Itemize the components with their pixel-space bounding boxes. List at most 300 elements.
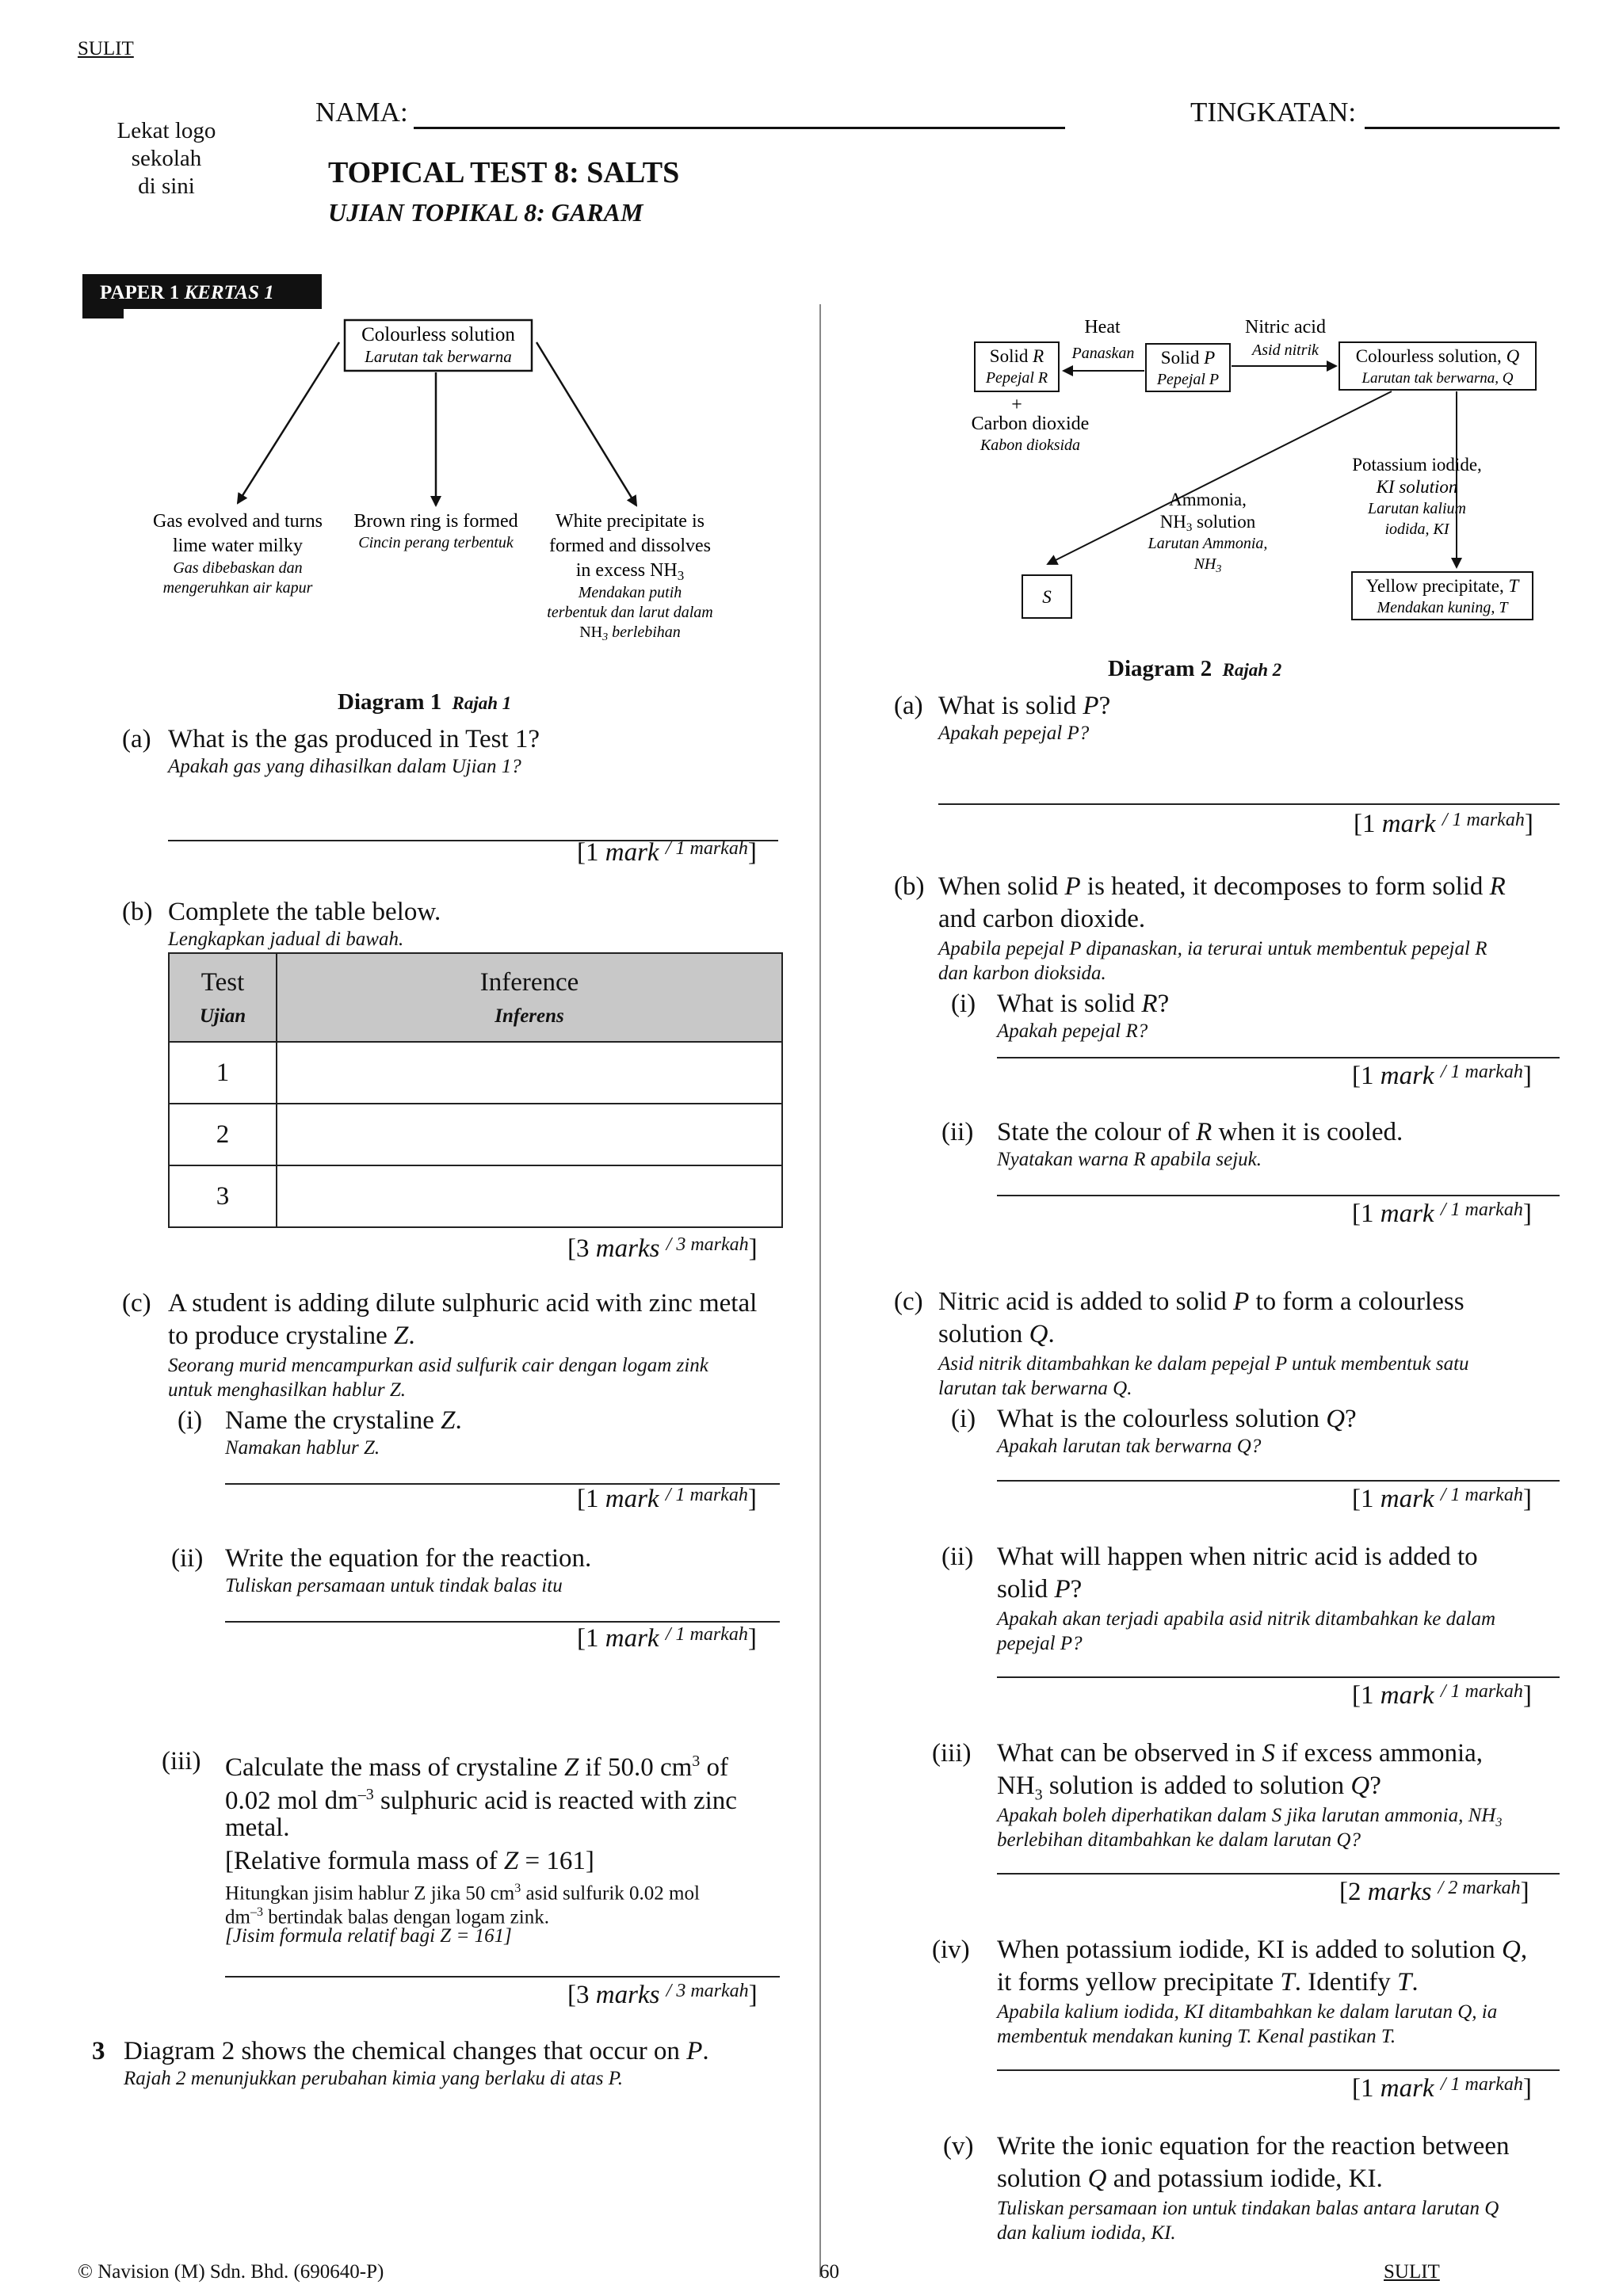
right-qa-ms: Apakah pepejal P? bbox=[938, 723, 1090, 744]
mark-open: [1 bbox=[577, 1485, 599, 1513]
table-header-row bbox=[169, 953, 782, 1042]
t14: asid sulfurik 0.02 mol bbox=[521, 1882, 700, 1905]
d2-nitric-en: Nitric acid bbox=[1245, 317, 1326, 338]
d2-nh3-en-2 bbox=[1160, 512, 1256, 534]
d1-right-en-2: formed and dissolves bbox=[549, 536, 711, 556]
mark-close: ] bbox=[747, 838, 757, 867]
mark-word: mark bbox=[1380, 1485, 1434, 1513]
mark-open: [1 bbox=[1352, 1485, 1374, 1513]
d1-arrow-left bbox=[238, 342, 339, 503]
left-qci-label: (i) bbox=[178, 1406, 203, 1435]
d2-solid-r-ms: Pepejal R bbox=[985, 369, 1048, 387]
right-qa-label: (a) bbox=[894, 692, 923, 720]
d2-caption-ms: Rajah 2 bbox=[1222, 660, 1282, 680]
mark-word: mark bbox=[1380, 1062, 1434, 1090]
mark-close: ] bbox=[747, 1624, 757, 1653]
d1-left-ms-1: Gas dibebaskan dan bbox=[173, 559, 303, 577]
d1-right-en-3 bbox=[576, 560, 684, 583]
d1-right-en-3-sub: 3 bbox=[677, 568, 685, 583]
right-qci-ms: Apakah larutan tak berwarna Q? bbox=[997, 1436, 1262, 1457]
right-qciv-en-1 bbox=[997, 1933, 1563, 1966]
left-qa-ms: Apakah gas yang dihasilkan dalam Ujian 1? bbox=[168, 756, 521, 777]
right-qa-en bbox=[938, 689, 1110, 723]
mark-open: [1 bbox=[1352, 1681, 1374, 1710]
left-qc-en-2 bbox=[168, 1319, 415, 1352]
d2-solid-r-en bbox=[990, 346, 1044, 366]
footer-sulit: SULIT bbox=[1384, 2261, 1440, 2283]
tingkatan-field[interactable] bbox=[1365, 127, 1560, 129]
footer-page-number: 60 bbox=[819, 2261, 839, 2283]
r3j: 3 bbox=[1495, 1816, 1503, 1829]
rc4: solution bbox=[938, 1320, 1023, 1348]
right-qa-en-text: What is solid bbox=[938, 692, 1077, 720]
t11: = 161] bbox=[525, 1847, 594, 1875]
mark-word: marks bbox=[595, 1234, 660, 1263]
footer-copyright: © Navision (M) Sdn. Bhd. (690640-P) bbox=[78, 2261, 384, 2283]
rc5: Q bbox=[1029, 1320, 1048, 1348]
d2-ki-ms-2: iodida, KI bbox=[1384, 521, 1449, 538]
d1-right-ms-3-text: NH bbox=[579, 624, 603, 641]
d1-right-en-3-text: in excess NH bbox=[575, 560, 678, 581]
right-qbi-mark bbox=[1352, 1062, 1532, 1091]
d2-heat-en: Heat bbox=[1084, 317, 1121, 338]
mark-ms: / 1 markah bbox=[1440, 2074, 1523, 2095]
d2-solid-p-en bbox=[1161, 348, 1215, 368]
mark-ms: / 3 markah bbox=[666, 1981, 749, 2001]
d2-ki-en-2-text: KI solution bbox=[1376, 477, 1458, 497]
mark-close: ] bbox=[747, 1485, 757, 1513]
left-qci-en bbox=[225, 1404, 462, 1437]
mark-open: [3 bbox=[567, 1981, 590, 2009]
t12: Hitungkan jisim hablur Z jika 50 cm bbox=[225, 1882, 515, 1905]
page-title: TOPICAL TEST 8: SALTS bbox=[328, 156, 680, 189]
right-qcii-answer-line[interactable] bbox=[997, 1676, 1560, 1678]
r4d: it forms yellow precipitate bbox=[997, 1968, 1274, 1997]
mark-word: mark bbox=[1380, 1681, 1434, 1710]
mark-open: [1 bbox=[1354, 810, 1376, 838]
left-qcii-answer-line[interactable] bbox=[225, 1621, 780, 1623]
right-qciv-mark bbox=[1352, 2074, 1532, 2103]
mark-ms: / 1 markah bbox=[1440, 1199, 1523, 1220]
d1-right-ms-3-tail: berlebihan bbox=[608, 624, 681, 641]
column-divider bbox=[819, 304, 821, 2277]
table-cell-test: 2 bbox=[169, 1104, 277, 1165]
th-test-en: Test bbox=[200, 967, 245, 997]
right-qciv-ms-2: membentuk mendakan kuning T. Kenal pastikan T. bbox=[997, 2026, 1396, 2047]
mark-word: mark bbox=[1381, 810, 1436, 838]
r5c: and potassium iodide, KI. bbox=[1113, 2164, 1383, 2193]
t4: 3 bbox=[692, 1753, 701, 1770]
q3-ms: Rajah 2 menunjukkan perubahan kimia yang berlaku di atas P. bbox=[124, 2068, 624, 2089]
d2-nh3-en-2-sub: 3 bbox=[1186, 521, 1193, 534]
right-qc-en-1 bbox=[938, 1285, 1563, 1318]
left-qciii-en-4 bbox=[225, 1844, 594, 1878]
r3f: solution is added to solution bbox=[1042, 1772, 1345, 1800]
d2-nh3-ms-2-text: NH bbox=[1193, 555, 1216, 573]
rc3: to form a colourless bbox=[1255, 1287, 1465, 1316]
rb3: is heated, it decomposes to form solid bbox=[1086, 872, 1484, 901]
right-qcii-en-2-text: solid bbox=[997, 1575, 1048, 1604]
table-cell-inference[interactable] bbox=[277, 1165, 782, 1227]
right-qa-var: P bbox=[1083, 692, 1099, 720]
right-qbi-en bbox=[997, 987, 1169, 1020]
d1-mid-ms: Cincin perang terbentuk bbox=[358, 534, 514, 551]
left-qb-label: (b) bbox=[122, 898, 153, 926]
left-qa-mark bbox=[577, 838, 757, 868]
right-qbii-var: R bbox=[1196, 1118, 1212, 1146]
right-qb-ms-1: Apabila pepejal P dipanaskan, ia terurai untuk membentuk pepejal R bbox=[938, 938, 1487, 959]
mark-close: ] bbox=[1522, 2074, 1532, 2103]
t9: [Relative formula mass of bbox=[225, 1847, 498, 1875]
t17: bertindak balas dengan logam zink. bbox=[262, 1906, 549, 1928]
t15: dm bbox=[225, 1906, 250, 1928]
right-qciii-en-1 bbox=[997, 1737, 1563, 1770]
right-qciii-label: (iii) bbox=[932, 1739, 972, 1768]
right-qb-en-2: and carbon dioxide. bbox=[938, 905, 1146, 933]
right-qbi-tail: ? bbox=[1157, 990, 1170, 1018]
mark-word: mark bbox=[605, 1485, 659, 1513]
left-qci-en-var: Z bbox=[441, 1406, 456, 1435]
right-qci-answer-line[interactable] bbox=[997, 1480, 1560, 1482]
d1-right-ms-1: Mendakan putih bbox=[578, 584, 682, 601]
logo-text-2: sekolah bbox=[131, 146, 202, 171]
right-qcii-tail: ? bbox=[1070, 1575, 1083, 1604]
sulit-top: SULIT bbox=[78, 38, 134, 59]
right-qbii-en bbox=[997, 1116, 1403, 1149]
right-qci-tail: ? bbox=[1345, 1405, 1357, 1433]
left-qci-en-text: Name the crystaline bbox=[225, 1406, 434, 1435]
d1-center-en: Colourless solution bbox=[361, 324, 515, 345]
d2-caption-en: Diagram 2 bbox=[1108, 656, 1212, 681]
d1-left-en-2: lime water milky bbox=[173, 536, 303, 556]
mark-ms: / 1 markah bbox=[665, 1624, 748, 1645]
paper-badge-ms: KERTAS 1 bbox=[184, 282, 274, 303]
left-qc-en-2-tail: . bbox=[408, 1322, 415, 1350]
logo-placeholder bbox=[103, 117, 230, 200]
d2-solid-p-var: P bbox=[1204, 348, 1216, 368]
d2-nitric-ms: Asid nitrik bbox=[1252, 341, 1319, 359]
d1-caption-ms: Rajah 1 bbox=[452, 693, 512, 713]
right-qb-ms-2: dan karbon dioksida. bbox=[938, 963, 1106, 984]
d2-nh3-ms-1: Larutan Ammonia, bbox=[1148, 535, 1268, 552]
mark-ms: / 1 markah bbox=[1440, 1062, 1523, 1082]
left-qb-mark bbox=[567, 1234, 758, 1264]
right-qcii-var: P bbox=[1054, 1575, 1071, 1604]
logo-text-3: di sini bbox=[138, 174, 195, 199]
left-qciii-label: (iii) bbox=[162, 1747, 201, 1775]
t13: 3 bbox=[514, 1882, 521, 1895]
left-qciii-ms-3: [Jisim formula relatif bagi Z = 161] bbox=[225, 1925, 512, 1947]
page-title-ms: UJIAN TOPIKAL 8: GARAM bbox=[328, 198, 643, 227]
right-qbii-label: (ii) bbox=[941, 1118, 974, 1146]
right-qbi-var: R bbox=[1141, 990, 1158, 1018]
t7: –3 bbox=[357, 1786, 374, 1803]
d2-yellow-en-text: Yellow precipitate, bbox=[1365, 576, 1504, 596]
left-qci-ms: Namakan hablur Z. bbox=[225, 1437, 380, 1459]
d2-nh3-en-2-tail: solution bbox=[1192, 512, 1256, 532]
d1-right-ms-3-sub: 3 bbox=[602, 631, 609, 643]
right-qcv-label: (v) bbox=[943, 2132, 974, 2161]
right-qcv-en-1: Write the ionic equation for the reaction between bbox=[997, 2132, 1510, 2161]
rb4: R bbox=[1489, 872, 1506, 901]
left-qa-en: What is the gas produced in Test 1? bbox=[168, 725, 540, 753]
d2-s-text: S bbox=[1042, 587, 1052, 607]
left-qcii-en: Write the equation for the reaction. bbox=[225, 1544, 592, 1573]
t2: Z bbox=[563, 1753, 579, 1782]
mark-ms: / 1 markah bbox=[1440, 1681, 1523, 1702]
rb1: When solid bbox=[938, 872, 1059, 901]
right-qcv-ms-1: Tuliskan persamaan ion untuk tindakan balas antara larutan Q bbox=[997, 2198, 1499, 2219]
d2-plus: + bbox=[1011, 395, 1022, 415]
left-qcii-label: (ii) bbox=[171, 1544, 204, 1573]
right-qbi-label: (i) bbox=[951, 990, 976, 1018]
right-qb-en-1 bbox=[938, 870, 1506, 903]
rc1: Nitric acid is added to solid bbox=[938, 1287, 1227, 1316]
d2-nh3-en-2-text: NH bbox=[1159, 512, 1186, 532]
right-qbii-tail: when it is cooled. bbox=[1218, 1118, 1403, 1146]
t3: if 50.0 cm bbox=[585, 1753, 693, 1782]
left-qc-label: (c) bbox=[122, 1289, 151, 1318]
r3h: ? bbox=[1369, 1772, 1381, 1800]
tingkatan-label: TINGKATAN: bbox=[1190, 97, 1357, 128]
q3-en-text: Diagram 2 shows the chemical changes that occur on bbox=[124, 2037, 680, 2065]
mark-open: [1 bbox=[577, 1624, 599, 1653]
r3a: What can be observed in bbox=[997, 1739, 1256, 1768]
diagram-2 bbox=[951, 309, 1569, 634]
d2-solid-p-en-text: Solid bbox=[1160, 348, 1200, 368]
d2-yellow-ms: Mendakan kuning, T bbox=[1377, 599, 1508, 616]
r4a: When potassium iodide, KI is added to solution bbox=[997, 1936, 1495, 1964]
right-qcii-en-1: What will happen when nitric acid is added to bbox=[997, 1543, 1478, 1571]
r3c: if excess ammonia, bbox=[1281, 1739, 1484, 1768]
right-qcii-ms-1: Apakah akan terjadi apabila asid nitrik ditambahkan ke dalam bbox=[997, 1608, 1496, 1630]
left-qci-mark bbox=[577, 1485, 757, 1514]
left-qcii-ms: Tuliskan persamaan untuk tindak balas itu bbox=[225, 1575, 563, 1596]
mark-open: [3 bbox=[567, 1234, 590, 1263]
right-qc-label: (c) bbox=[894, 1287, 923, 1316]
mark-ms: / 1 markah bbox=[1442, 810, 1525, 830]
right-qbi-answer-line[interactable] bbox=[997, 1057, 1560, 1058]
right-qa-tail: ? bbox=[1098, 692, 1111, 720]
left-qa-label: (a) bbox=[122, 725, 151, 753]
d1-left-ms-2: mengeruhkan air kapur bbox=[162, 579, 313, 597]
d1-caption-en: Diagram 1 bbox=[338, 689, 442, 715]
t10: Z bbox=[503, 1847, 519, 1875]
right-qci-mark bbox=[1352, 1485, 1532, 1514]
right-qcii-mark bbox=[1352, 1681, 1532, 1711]
mark-word: mark bbox=[605, 1624, 659, 1653]
r4e: T bbox=[1280, 1968, 1295, 1997]
q3-en-var: P bbox=[686, 2037, 703, 2065]
left-qc-ms-2: untuk menghasilkan hablur Z. bbox=[168, 1379, 406, 1401]
d2-sol-q-ms: Larutan tak berwarna, Q bbox=[1361, 370, 1514, 387]
r4h: . bbox=[1411, 1968, 1419, 1997]
mark-word: marks bbox=[595, 1981, 660, 2009]
right-qcii-en-2 bbox=[997, 1573, 1082, 1606]
right-qciv-label: (iv) bbox=[932, 1936, 970, 1964]
right-qbii-answer-line[interactable] bbox=[997, 1195, 1560, 1196]
table-header-test bbox=[169, 953, 277, 1042]
right-qcii-label: (ii) bbox=[941, 1543, 974, 1571]
right-qcv-ms-2: dan kalium iodida, KI. bbox=[997, 2222, 1176, 2244]
right-qc-ms-2: larutan tak berwarna Q. bbox=[938, 1378, 1132, 1399]
right-qci-en-text: What is the colourless solution bbox=[997, 1405, 1319, 1433]
right-qciii-mark bbox=[1339, 1878, 1529, 1907]
t16: –3 bbox=[250, 1905, 263, 1919]
left-qciii-mark bbox=[567, 1981, 758, 2010]
table-cell-test: 1 bbox=[169, 1042, 277, 1104]
right-qa-mark bbox=[1354, 810, 1533, 839]
d2-ki-ms-1: Larutan kalium bbox=[1368, 500, 1466, 517]
mark-ms: / 1 markah bbox=[665, 838, 748, 859]
mark-open: [1 bbox=[1352, 2074, 1374, 2103]
right-qbi-ms: Apakah pepejal R? bbox=[997, 1020, 1148, 1042]
nama-label: NAMA: bbox=[315, 97, 408, 128]
mark-close: ] bbox=[1522, 1062, 1532, 1090]
right-qc-en-2 bbox=[938, 1318, 1055, 1351]
nama-field[interactable] bbox=[414, 127, 1065, 129]
d1-left-en-1: Gas evolved and turns bbox=[153, 511, 323, 532]
th-inf-en: Inference bbox=[479, 967, 579, 997]
table-cell-inference[interactable] bbox=[277, 1042, 782, 1104]
r4g: T bbox=[1396, 1968, 1412, 1997]
paper-badge-tab bbox=[82, 309, 124, 318]
right-qciv-en-2 bbox=[997, 1966, 1419, 1999]
t5: of bbox=[706, 1753, 729, 1782]
d2-sol-q-var: Q bbox=[1506, 346, 1520, 366]
inference-table bbox=[168, 952, 783, 1228]
right-qcii-ms-2: pepejal P? bbox=[997, 1633, 1083, 1654]
diagram-1-caption bbox=[338, 689, 511, 715]
d2-nh3-en-1: Ammonia, bbox=[1169, 490, 1247, 509]
left-qciii-answer-line[interactable] bbox=[225, 1976, 780, 1978]
left-qb-ms: Lengkapkan jadual di bawah. bbox=[168, 929, 404, 950]
left-qc-en-1: A student is adding dilute sulphuric acid with zinc metal bbox=[168, 1289, 758, 1318]
mark-close: ] bbox=[1522, 1681, 1532, 1710]
mark-word: mark bbox=[605, 838, 659, 867]
mark-ms: / 3 markah bbox=[666, 1234, 749, 1255]
d2-ki-en-1: Potassium iodide, bbox=[1352, 455, 1482, 475]
d2-nh3-ms-2-sub: 3 bbox=[1216, 563, 1222, 575]
r3d: NH bbox=[997, 1772, 1035, 1800]
right-qbii-mark bbox=[1352, 1199, 1532, 1229]
right-qciv-answer-line[interactable] bbox=[997, 2069, 1560, 2071]
table-row bbox=[169, 1104, 782, 1165]
d2-ki-en-2 bbox=[1376, 477, 1458, 497]
paper-badge-en: PAPER 1 bbox=[100, 282, 180, 303]
right-qbii-ms: Nyatakan warna R apabila sejuk. bbox=[997, 1149, 1262, 1170]
left-qc-en-2-var: Z bbox=[393, 1322, 409, 1350]
table-row bbox=[169, 1042, 782, 1104]
d2-sol-q-en bbox=[1356, 346, 1520, 366]
right-qci-var: Q bbox=[1326, 1405, 1346, 1433]
paper-badge bbox=[82, 274, 322, 309]
right-qcv-en-2 bbox=[997, 2162, 1383, 2195]
t8: sulphuric acid is reacted with zinc bbox=[373, 1787, 737, 1815]
right-qciii-answer-line[interactable] bbox=[997, 1873, 1560, 1875]
d1-right-ms-3 bbox=[579, 624, 681, 643]
d2-nh3-ms-2 bbox=[1193, 555, 1222, 575]
right-qc-ms-1: Asid nitrik ditambahkan ke dalam pepejal P untuk membentuk satu bbox=[938, 1353, 1469, 1375]
mark-close: ] bbox=[1522, 1485, 1532, 1513]
mark-open: [2 bbox=[1339, 1878, 1361, 1906]
d2-solid-p-ms: Pepejal P bbox=[1156, 371, 1220, 388]
mark-ms: / 1 markah bbox=[1440, 1485, 1523, 1505]
mark-open: [1 bbox=[1352, 1199, 1374, 1228]
mark-ms: / 2 markah bbox=[1438, 1878, 1521, 1898]
left-qb-en: Complete the table below. bbox=[168, 898, 441, 926]
r4b: Q bbox=[1502, 1936, 1521, 1964]
d2-sol-q-en-text: Colourless solution, bbox=[1355, 346, 1502, 366]
d1-right-en-1: White precipitate is bbox=[556, 511, 705, 532]
d2-co2-en: Carbon dioxide bbox=[971, 414, 1090, 434]
th-test-ms: Ujian bbox=[199, 1005, 246, 1027]
d1-arrow-right bbox=[537, 342, 636, 505]
left-qci-en-tail: . bbox=[455, 1406, 462, 1435]
q3-en bbox=[124, 2035, 709, 2068]
d1-right-ms-2: terbentuk dan larut dalam bbox=[547, 604, 713, 621]
mark-close: ] bbox=[1522, 1199, 1532, 1228]
diagram-1 bbox=[119, 309, 753, 658]
diagram-2-caption bbox=[1108, 656, 1281, 682]
r5a: solution bbox=[997, 2164, 1082, 2193]
mark-close: ] bbox=[1524, 810, 1533, 838]
right-qa-answer-line[interactable] bbox=[938, 803, 1560, 805]
d2-co2-ms: Kabon dioksida bbox=[980, 437, 1081, 454]
table-header-inference bbox=[277, 953, 782, 1042]
t1: Calculate the mass of crystaline bbox=[225, 1753, 558, 1782]
mark-ms: / 1 markah bbox=[665, 1485, 748, 1505]
mark-open: [1 bbox=[1352, 1062, 1374, 1090]
mark-word: mark bbox=[1380, 2074, 1434, 2103]
rb2: P bbox=[1064, 872, 1081, 901]
right-qci-label: (i) bbox=[951, 1405, 976, 1433]
r3g: Q bbox=[1350, 1772, 1370, 1800]
mark-close: ] bbox=[1520, 1878, 1529, 1906]
rc6: . bbox=[1048, 1320, 1055, 1348]
right-qbi-en-text: What is solid bbox=[997, 990, 1136, 1018]
q3-number: 3 bbox=[92, 2037, 105, 2065]
r3i: Apakah boleh diperhatikan dalam S jika larutan ammonia, NH bbox=[997, 1805, 1496, 1826]
table-cell-inference[interactable] bbox=[277, 1104, 782, 1165]
left-qcii-mark bbox=[577, 1624, 757, 1653]
left-qc-ms-1: Seorang murid mencampurkan asid sulfurik cair dengan logam zink bbox=[168, 1355, 708, 1376]
right-qci-en bbox=[997, 1402, 1357, 1436]
mark-word: mark bbox=[1380, 1199, 1434, 1228]
table-cell-test: 3 bbox=[169, 1165, 277, 1227]
t6: 0.02 mol dm bbox=[225, 1787, 358, 1815]
right-qciii-ms-2: berlebihan ditambahkan ke dalam larutan Q? bbox=[997, 1829, 1361, 1851]
mark-close: ] bbox=[748, 1981, 758, 2009]
d2-solid-r-en-text: Solid bbox=[989, 346, 1029, 366]
d2-yellow-var: T bbox=[1508, 576, 1519, 596]
rc2: P bbox=[1233, 1287, 1250, 1316]
left-qciii-en-3: metal. bbox=[225, 1814, 290, 1842]
r4c: , bbox=[1520, 1936, 1528, 1964]
right-qbii-en-text: State the colour of bbox=[997, 1118, 1190, 1146]
r4f: . Identify bbox=[1294, 1968, 1391, 1997]
r3b: S bbox=[1262, 1739, 1275, 1768]
table-row bbox=[169, 1165, 782, 1227]
d2-solid-r-var: R bbox=[1033, 346, 1044, 366]
th-inf-ms: Inferens bbox=[495, 1005, 564, 1027]
d1-center-ms: Larutan tak berwarna bbox=[365, 347, 512, 366]
r3e: 3 bbox=[1034, 1786, 1043, 1804]
mark-open: [1 bbox=[577, 838, 599, 867]
left-qc-en-2-text: to produce crystaline bbox=[168, 1322, 388, 1350]
logo-text-1: Lekat logo bbox=[116, 118, 216, 143]
q3-en-tail: . bbox=[702, 2037, 709, 2065]
